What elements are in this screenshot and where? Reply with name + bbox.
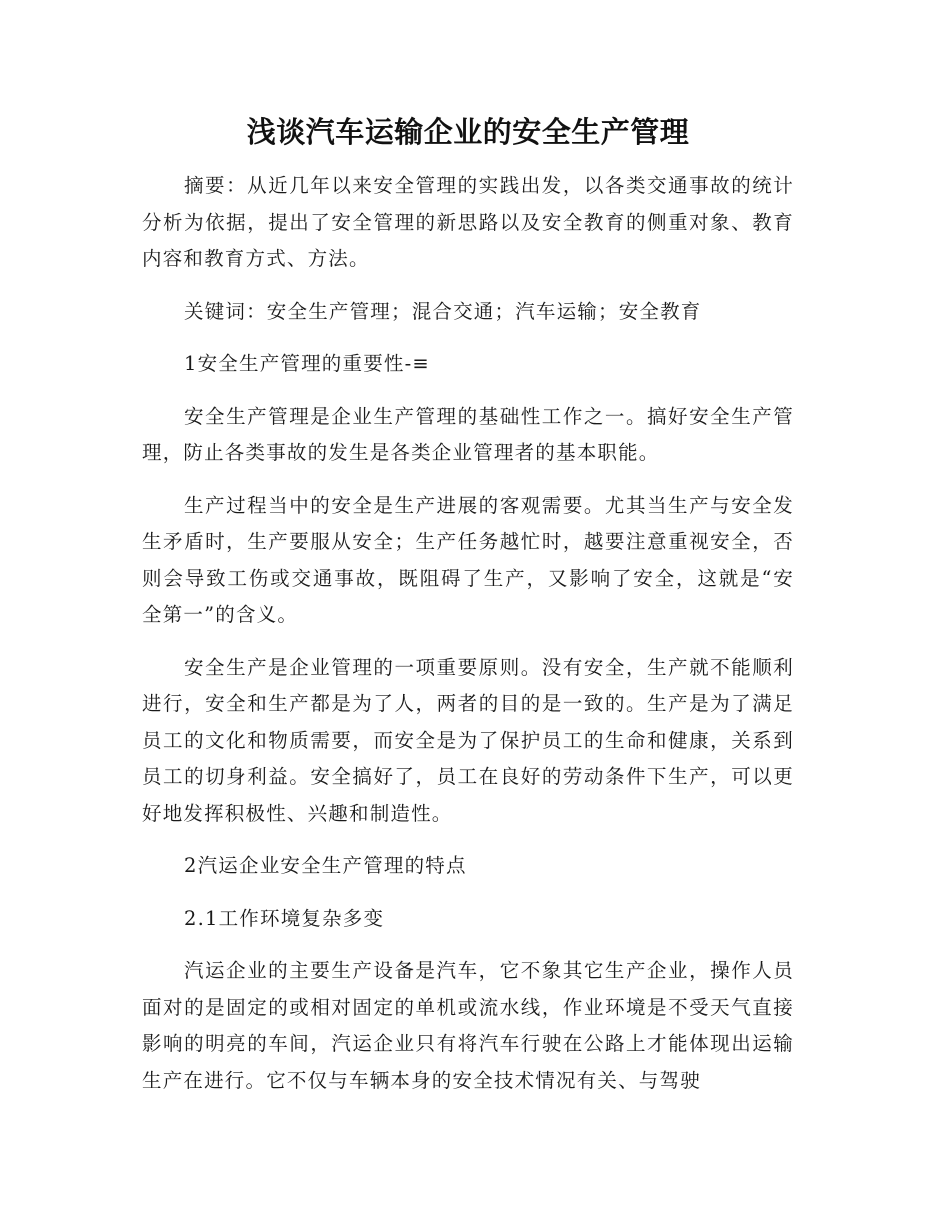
section-1-paragraph-2: 生产过程当中的安全是生产进展的客观需要。尤其当生产与安全发生矛盾时，生产要服从安全；生产任务越忙时，越要注意重视安全，否则会导致工伤或交通事故，既阻碍了生产，又影响了安全，这就是“安全第一”的含义。: [142, 493, 794, 626]
document-page: [142, 110, 794, 1115]
document-title: 浅谈汽车运输企业的安全生产管理: [246, 115, 690, 149]
keywords-line: 关键词：安全生产管理；混合交通；汽车运输；安全教育: [184, 299, 702, 323]
section-1-heading: 1安全生产管理的重要性-≡: [184, 352, 430, 375]
section-2-1-heading: 2.1工作环境复杂多变: [184, 906, 385, 930]
abstract-paragraph: 摘要：从近几年以来安全管理的实践出发，以各类交通事故的统计分析为依据，提出了安全管理的新思路以及安全教育的侧重对象、教育内容和教育方式、方法。: [142, 174, 794, 270]
section-2-1-paragraph: 汽运企业的主要生产设备是汽车，它不象其它生产企业，操作人员面对的是固定的或相对固定的单机或流水线，作业环境是不受天气直接影响的明亮的车间，汽运企业只有将汽车行驶在公路上才能体现出运输生产在进行。它不仅与车辆本身的安全技术情况有关、与驾驶: [142, 959, 794, 1092]
section-1-paragraph-1: 安全生产管理是企业生产管理的基础性工作之一。搞好安全生产管理，防止各类事故的发生是各类企业管理者的基本职能。: [142, 404, 794, 464]
section-1-paragraph-3: 安全生产是企业管理的一项重要原则。没有安全，生产就不能顺利进行，安全和生产都是为了人，两者的目的是一致的。生产是为了满足员工的文化和物质需要，而安全是为了保护员工的生命和健康，关系到员工的切身利益。安全搞好了，员工在良好的劳动条件下生产，可以更好地发挥积极性、兴趣和制造性。: [142, 655, 794, 825]
section-2-heading: 2汽运企业安全生产管理的特点: [184, 854, 467, 877]
